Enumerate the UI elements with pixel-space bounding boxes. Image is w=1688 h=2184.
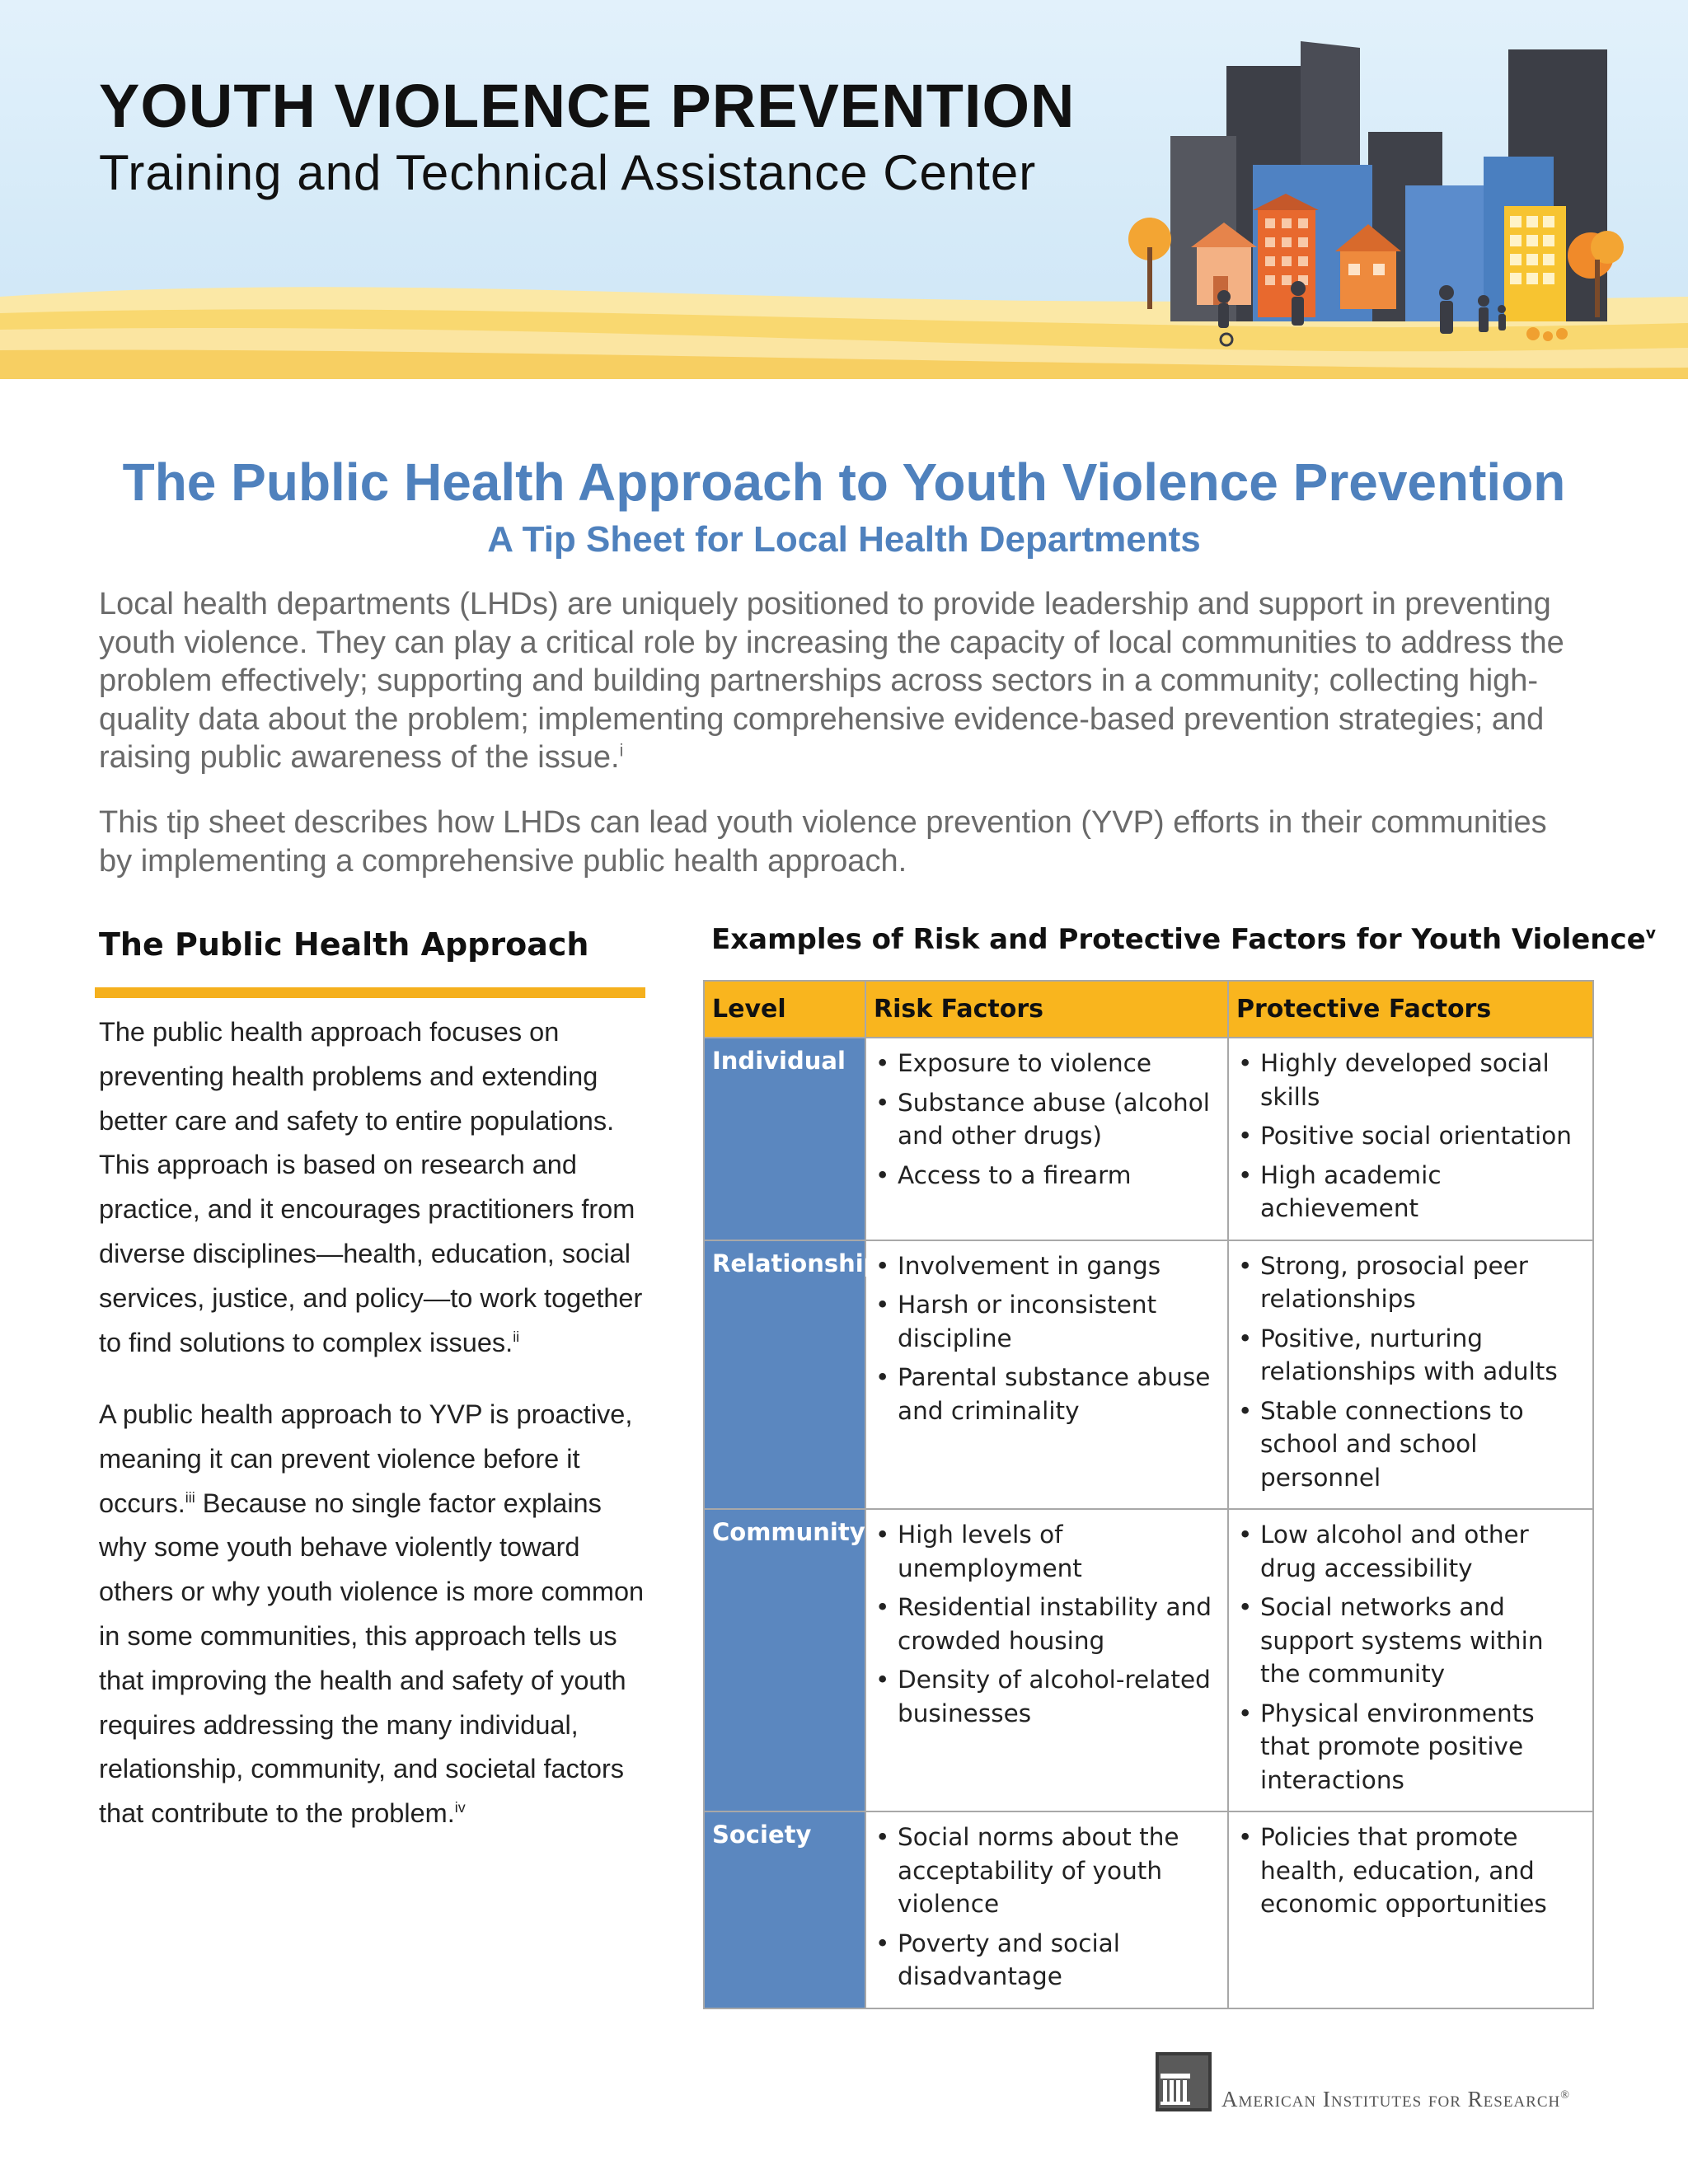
city-illustration: [1121, 41, 1632, 379]
footnote-ref-ii: ii: [513, 1328, 520, 1345]
list-item: • Residential instability and crowded housing: [873, 1591, 1221, 1657]
list-item: • Harsh or inconsistent discipline: [873, 1288, 1221, 1355]
org-title: YOUTH VIOLENCE PREVENTION: [99, 72, 1076, 140]
table-row: [704, 1811, 1593, 2008]
header-banner: [0, 0, 1688, 379]
air-logo-icon: [1156, 2052, 1212, 2111]
protective-factors-cell: [1228, 1038, 1593, 1240]
protective-factors-cell: [1228, 1240, 1593, 1510]
air-organization-name: American Institutes for Research®: [1221, 2087, 1570, 2111]
approach-paragraph-2: A public health approach to YVP is proactive, meaning it can prevent violence before it occurs.$^{iii}$ Because no single factor explains why some youth behave violently toward others or why youth violence is more common in some communities, this approach tells us that improving the health and safety of youth requires addressing the many individual, relationship, community, and societal factors that contribute to the problem.$^{iv}$: [99, 1399, 645, 1829]
table-row: [704, 1509, 1593, 1811]
document-title: The Public Health Approach to Youth Violence Prevention: [122, 452, 1566, 512]
table-title: Examples of Risk and Protective Factors for Youth Violence$^v$: [711, 923, 1656, 956]
list-item: • Low alcohol and other drug accessibility: [1236, 1518, 1586, 1585]
risk-factors-cell: [865, 1038, 1228, 1240]
approach-paragraph-1: The public health approach focuses on preventing health problems and extending better care and safety to entire populations. This approach is based on research and practice, and it encourages practitioners from diverse disciplines—health, education, social services, justice, and policy—to work together to find solutions to complex issues.$^{ii}$: [99, 1017, 643, 1357]
risk-factors-cell: [865, 1811, 1228, 2008]
footnote-ref-iii: iii: [185, 1488, 195, 1506]
protective-factors-cell: [1228, 1811, 1593, 2008]
list-item: • Social norms about the acceptability of youth violence: [873, 1821, 1221, 1921]
footnote-ref-iv: iv: [454, 1799, 466, 1816]
risk-factors-cell: [865, 1240, 1228, 1510]
column-header-level: Level: [704, 981, 865, 1038]
approach-heading: The Public Health Approach: [99, 926, 589, 963]
risk-protective-factors-table: [703, 980, 1594, 2009]
list-item: • Positive, nurturing relationships with adults: [1236, 1322, 1586, 1389]
list-item: • High academic achievement: [1236, 1159, 1586, 1226]
table-header-row: [704, 981, 1593, 1038]
list-item: • Density of alcohol-related businesses: [873, 1663, 1221, 1730]
level-cell: Community: [704, 1509, 865, 1811]
list-item: • Exposure to violence: [873, 1047, 1221, 1080]
level-cell: Society: [704, 1811, 865, 2008]
section-divider: [95, 987, 645, 998]
list-item: • Stable connections to school and school personnel: [1236, 1394, 1586, 1495]
column-header-risk: Risk Factors: [865, 981, 1228, 1038]
list-item: • Parental substance abuse and criminality: [873, 1361, 1221, 1427]
footnote-ref-i: i: [619, 741, 624, 761]
list-item: • Involvement in gangs: [873, 1249, 1221, 1283]
list-item: • Access to a firearm: [873, 1159, 1221, 1193]
footnote-ref-v: v: [1645, 925, 1656, 943]
list-item: • Highly developed social skills: [1236, 1047, 1586, 1113]
intro-paragraph-2: This tip sheet describes how LHDs can lead youth violence prevention (YVP) efforts in their communities by implementing a comprehensive public health approach.: [99, 805, 1547, 879]
level-cell: Individual: [704, 1038, 865, 1240]
table-row: [704, 1038, 1593, 1240]
list-item: • Physical environments that promote positive interactions: [1236, 1697, 1586, 1797]
list-item: • Positive social orientation: [1236, 1119, 1586, 1153]
list-item: • Poverty and social disadvantage: [873, 1927, 1221, 1994]
list-item: • Policies that promote health, education, and economic opportunities: [1236, 1821, 1586, 1921]
column-header-protective: Protective Factors: [1228, 981, 1593, 1038]
list-item: • Strong, prosocial peer relationships: [1236, 1249, 1586, 1316]
list-item: • Substance abuse (alcohol and other drugs): [873, 1086, 1221, 1153]
protective-factors-cell: [1228, 1509, 1593, 1811]
org-subtitle: Training and Technical Assistance Center: [99, 145, 1037, 200]
intro-paragraph-1: Local health departments (LHDs) are uniquely positioned to provide leadership and support in preventing youth violence. They can play a critical role by increasing the capacity of local communities to address the problem effectively; supporting and building partnerships across sectors in a community; collecting high-quality data about the problem; implementing comprehensive evidence-based prevention strategies; and raising public awareness of the issue.$^i$: [99, 587, 1564, 775]
document-subtitle: A Tip Sheet for Local Health Departments: [487, 519, 1201, 560]
risk-factors-cell: [865, 1509, 1228, 1811]
level-cell: Relationship: [704, 1240, 865, 1510]
list-item: • Social networks and support systems within the community: [1236, 1591, 1586, 1691]
table-row: [704, 1240, 1593, 1510]
list-item: • High levels of unemployment: [873, 1518, 1221, 1585]
